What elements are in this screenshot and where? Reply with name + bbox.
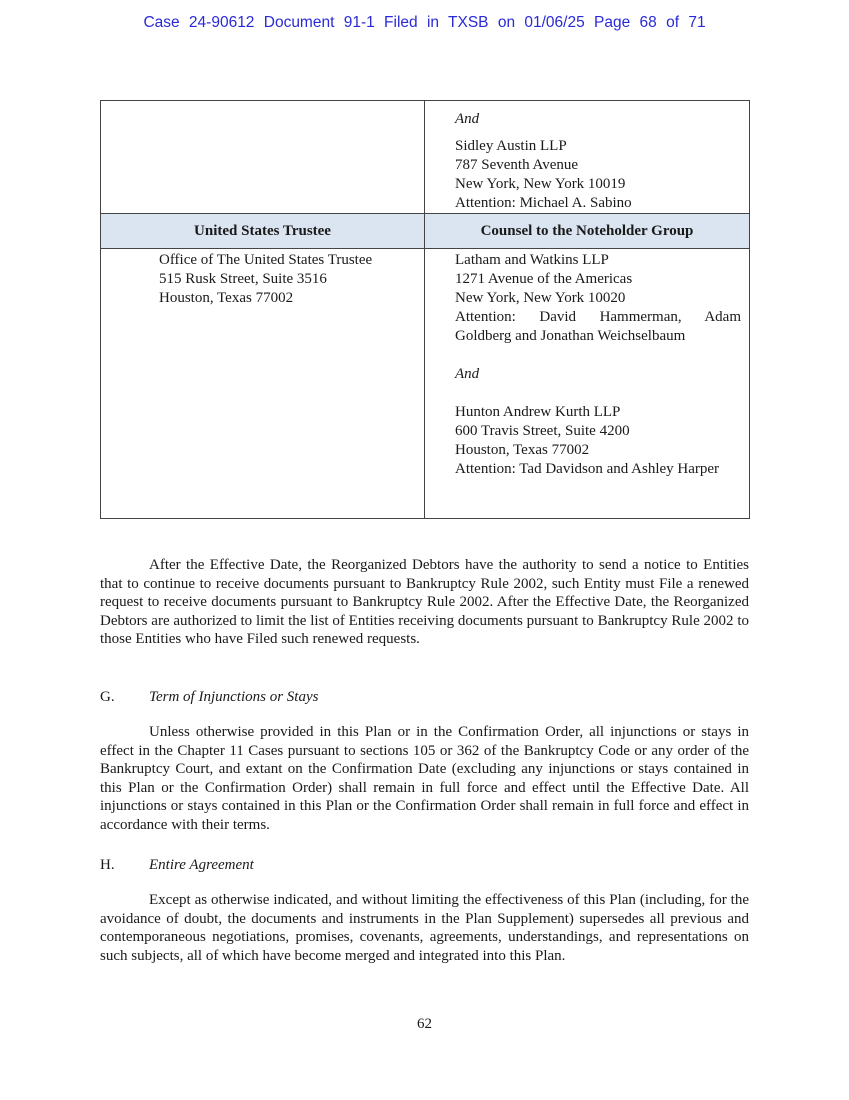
case-number: Case 24-90612 — [143, 14, 255, 31]
address-line: New York, New York 10020 — [455, 290, 626, 306]
table-row — [101, 101, 750, 214]
section-h-heading — [100, 856, 749, 875]
table-row — [101, 249, 750, 519]
body-paragraph: Except as otherwise indicated, and without limiting the effectiveness of this Plan (including, for the avoidance of doubt, the documents and instruments in the Plan Supplement) supersedes all previous and contemporaneous negotiations, promises, covenants, agreements, understandings, and representations on such subjects, all of which have become merged and integrated into this Plan. — [100, 892, 749, 964]
and-conjunction: And — [455, 366, 480, 382]
page-info: Page 68 of 71 — [594, 14, 706, 31]
address-line: 600 Travis Street, Suite 4200 — [455, 423, 630, 439]
attention-line: Attention: David Hammerman, Adam Goldberg and Jonathan Weichselbaum — [455, 309, 741, 344]
sidley-cell — [425, 101, 750, 214]
address-line: Houston, Texas 77002 — [455, 442, 590, 458]
address-line: New York, New York 10019 — [455, 176, 626, 192]
body-paragraph: After the Effective Date, the Reorganized Debtors have the authority to send a notice to Entities that to continue to receive documents pursuant to Bankruptcy Rule 2002, such Entity must File a renewed request to receive documents pursuant to Bankruptcy Rule 2002. After the Effective Date, the Reorganized Debtors are authorized to limit the list of Entities receiving documents pursuant to Bankruptcy Rule 2002 to those Entities who have Filed such renewed requests. — [100, 557, 749, 647]
address-line: Office of The United States Trustee — [159, 252, 373, 268]
address-line: Attention: Michael A. Sabino — [455, 195, 632, 211]
empty-cell — [101, 101, 425, 214]
section-letter: G. — [100, 689, 115, 705]
address-line: Latham and Watkins LLP — [455, 252, 609, 268]
paragraph-entire-agreement — [100, 891, 749, 965]
address-line: 1271 Avenue of the Americas — [455, 271, 633, 287]
address-line: Houston, Texas 77002 — [159, 290, 294, 306]
address-line: 787 Seventh Avenue — [455, 157, 579, 173]
section-title: Term of Injunctions or Stays — [149, 689, 319, 705]
address-line: 515 Rusk Street, Suite 3516 — [159, 271, 327, 287]
noteholder-cell — [425, 249, 750, 519]
section-title: Entire Agreement — [149, 857, 254, 873]
filed-info: Filed in TXSB on 01/06/25 — [384, 14, 585, 31]
notice-parties-table — [100, 100, 750, 519]
address-line: Sidley Austin LLP — [455, 138, 567, 154]
section-g-heading — [100, 688, 749, 707]
noteholder-header: Counsel to the Noteholder Group — [425, 214, 750, 249]
document-number: Document 91-1 — [263, 14, 375, 31]
table-header-row — [101, 214, 750, 249]
trustee-header: United States Trustee — [101, 214, 425, 249]
section-letter: H. — [100, 857, 115, 873]
attention-line: Attention: Tad Davidson and Ashley Harper — [455, 461, 720, 477]
paragraph-notice — [100, 556, 749, 649]
trustee-cell — [101, 249, 425, 519]
case-header — [0, 14, 849, 32]
page-number: 62 — [417, 1016, 432, 1032]
body-paragraph: Unless otherwise provided in this Plan or in the Confirmation Order, all injunctions or stays in effect in the Chapter 11 Cases pursuant to sections 105 or 362 of the Bankruptcy Code or any order of the Bankruptcy Court, and extant on the Confirmation Date (excluding any injunctions or stays contained in this Plan or the Confirmation Order) shall remain in full force and effect until the Effective Date. All injunctions or stays contained in this Plan or the Confirmation Order shall remain in full force and effect in accordance with their terms. — [100, 724, 749, 833]
and-conjunction: And — [455, 111, 480, 127]
paragraph-injunctions — [100, 723, 749, 834]
address-line: Hunton Andrew Kurth LLP — [455, 404, 621, 420]
